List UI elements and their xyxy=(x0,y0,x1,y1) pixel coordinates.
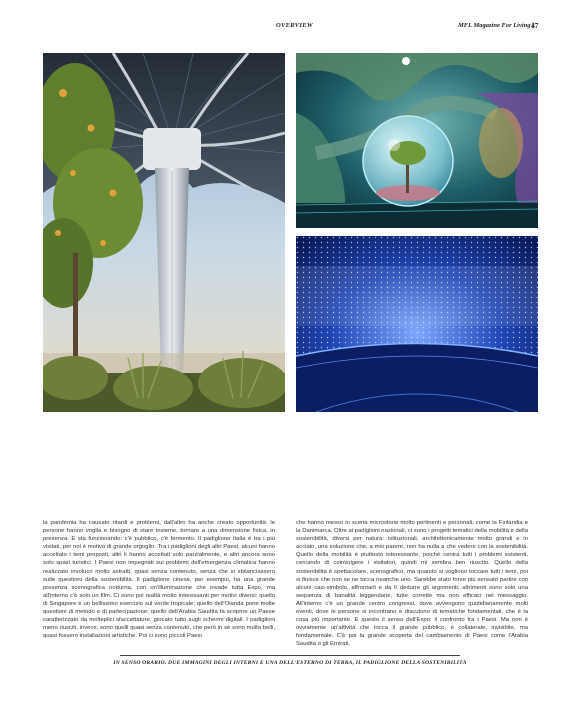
photo-pavilion-interior-lights xyxy=(296,236,538,412)
section-label: OVERVIEW xyxy=(276,22,313,29)
photo-pavilion-interior-sphere xyxy=(296,53,538,228)
light-installation-illustration xyxy=(296,236,538,412)
magazine-name: MFL Magazine For Living | xyxy=(458,22,534,29)
page-number: 47 xyxy=(531,21,539,30)
article-column-right: che hanno messo in scena microstorie molto pertinenti e personali, come la Finlandia e la Danimarca. Oltre ai padiglioni nazionali, ci sono i progetti tematici della mobilità e della sostenibilità, diversi per natura: istituzionali, architettonicamente molto grandi e in acciaio, una soluzione che, a mio parere, non ha nulla a che vedere con la sostenibilità. Quello della mobilità è piuttosto interessante, poiché centra tutti i problemi esistenti, cercando di coinvolgere i visitatori, quindi mi sembra ben riuscito. Quello della sostenibilità è spettacolare, scenografico, ma quando si vogliono toccare tutti i temi, poi si finisce che non se ne tocca neanche uno. Sarebbe stato forse più sensato partire con alcuni casi-simbolo, affrontarli e da lì dedurre gli argomenti, altrimenti sono solo una sequenza di banalità leggendarie, tutte corrette ma non efficaci nel messaggio. All'interno c'è un grande centro congressi, dove avvengono quotidianamente molti eventi, dove le persone si incontrano e discutono di tematiche fondamentali, che è la cosa più importante. E questo il senso dell'Expo: il confronto tra i Paesi. Ma non è ovviamente un'attività che tocca il grande pubblico, è collaterale, invisibile, ma fondamentale. C'è poi la grande scoperta del cambiamento di Paesi come l'Arabia Saudita o gli Emirati, xyxy=(296,520,528,648)
photo-caption: IN SENSO ORARIO. DUE IMMAGINI DEGLI INTERNI E UNA DELL'ESTERNO DI TERRA, IL PADIGLIONE DELLA SOSTENIBILITÀ xyxy=(113,660,467,666)
caption-divider xyxy=(120,655,460,656)
page-header xyxy=(0,22,580,34)
article-column-left: la pandemia ha causato ritardi e problemi, dall'altro ha anche creato opportunità: le persone hanno voglia e bisogno di stare insieme, tornare a una dimensione fisica, in presenza. E sta funzionando: c'è pubblico, c'è fermento. Il padiglione Italia è tra i più visitati, per noi è motivo di grande orgoglio. Tra i padiglioni degli altri Paesi, alcuni hanno accettato i temi proposti, altri li hanno accettati solo parzialmente, e altri ancora sono solo spazi turistici. I Paesi non impegnati sui problemi dell'emergenza climatica hanno realizzato involucri molto astratti, quasi senza contenuto, senza che si sbilanciassero sulle questioni della sostenibilità. Il padiglione cinese, per esempio, ha una grande presenza scenografica notturna, con un'illuminazione che invade tutta Expo, ma all'interno c'è solo un film. Ci sono poi realtà molto interessanti per motivi diversi: quello di Singapore è un bellissimo esercizio sul verde tropicale; quello dell'Olanda pone molte questioni di metodo e di partecipazione; quello dell'Arabia Saudita fa scoprire un Paese caratterizzato da molteplici sfaccettature, giocato tutto sugli schermi digitali. I padiglioni meno riusciti, invece, sono quelli quasi senza contenuto, che però in sé sono molto belli, quasi fossero installazioni artistiche. Poi ci sono piccoli Paesi xyxy=(43,520,275,640)
photo-sustainability-pavilion-exterior xyxy=(43,53,285,412)
interior-sphere-illustration xyxy=(296,53,538,228)
exterior-illustration xyxy=(43,53,285,412)
